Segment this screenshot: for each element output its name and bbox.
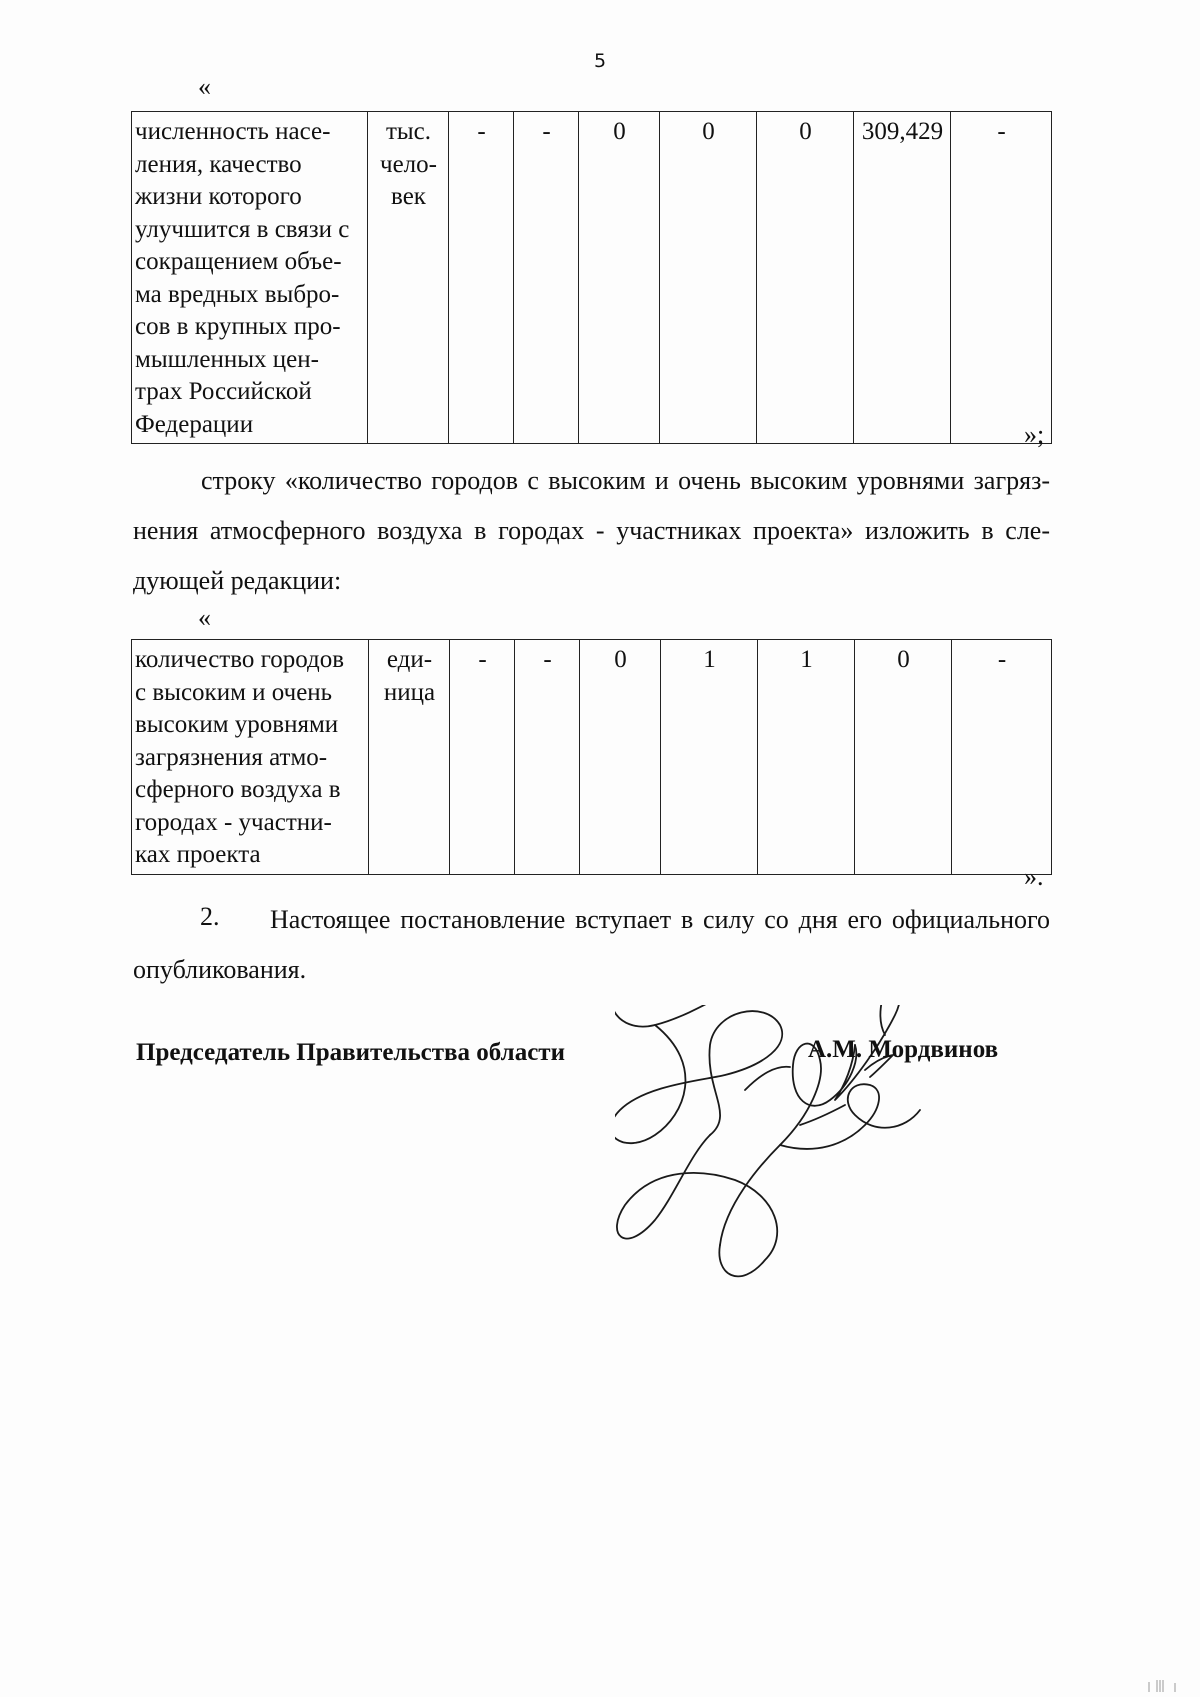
value-cell: - xyxy=(450,640,515,875)
table-row xyxy=(132,112,1052,444)
table2-open-quote: « xyxy=(198,603,211,632)
value-cell: 0 xyxy=(579,112,660,444)
item-number: 2. xyxy=(200,902,220,931)
value-cell: - xyxy=(515,640,580,875)
scan-artifact xyxy=(1145,1680,1185,1692)
value-cell: 1 xyxy=(758,640,855,875)
indicator-name-cell: количество городов с высоким и очень высоким уровнями загрязнения атмо- сферного воздуха в городах - участни- ках проекта xyxy=(132,640,369,875)
item-2-text: Настоящее постановление вступает в силу со дня его официального опубликования. xyxy=(133,905,1050,984)
value-cell: - xyxy=(514,112,579,444)
value-cell: - xyxy=(952,640,1052,875)
table2-close-quote: ». xyxy=(1024,862,1044,891)
value-cell: 0 xyxy=(580,640,661,875)
unit-cell: еди- ница xyxy=(369,640,450,875)
value-cell: 309,429 xyxy=(854,112,951,444)
value-cell: 1 xyxy=(661,640,758,875)
signer-position: Председатель Правительства области xyxy=(136,1039,565,1066)
page-number: 5 xyxy=(593,50,607,72)
indicator-table-2 xyxy=(131,639,1052,875)
indicator-name-cell: численность насе- ления, качество жизни которого улучшится в связи с сокращением объе- ма вредных выбро- сов в крупных про- мышленных цен- трах Российской Федерации xyxy=(132,112,368,444)
value-cell: - xyxy=(449,112,514,444)
value-cell: 0 xyxy=(660,112,757,444)
amendment-paragraph: строку «количество городов с высоким и очень высоким уровнями загряз- нения атмосферного воздуха в городах - участниках проекта» изложить в сле- дующей редакции: xyxy=(133,466,1050,595)
indicator-table-1 xyxy=(131,111,1052,444)
signer-name: А.М. Мордвинов xyxy=(808,1036,999,1063)
table-row xyxy=(132,640,1052,875)
unit-cell: тыс. чело- век xyxy=(368,112,449,444)
value-cell: 0 xyxy=(757,112,854,444)
table1-open-quote: « xyxy=(198,72,211,101)
value-cell: - xyxy=(951,112,1052,444)
table1-close-quote: »; xyxy=(1024,420,1045,449)
value-cell: 0 xyxy=(855,640,952,875)
